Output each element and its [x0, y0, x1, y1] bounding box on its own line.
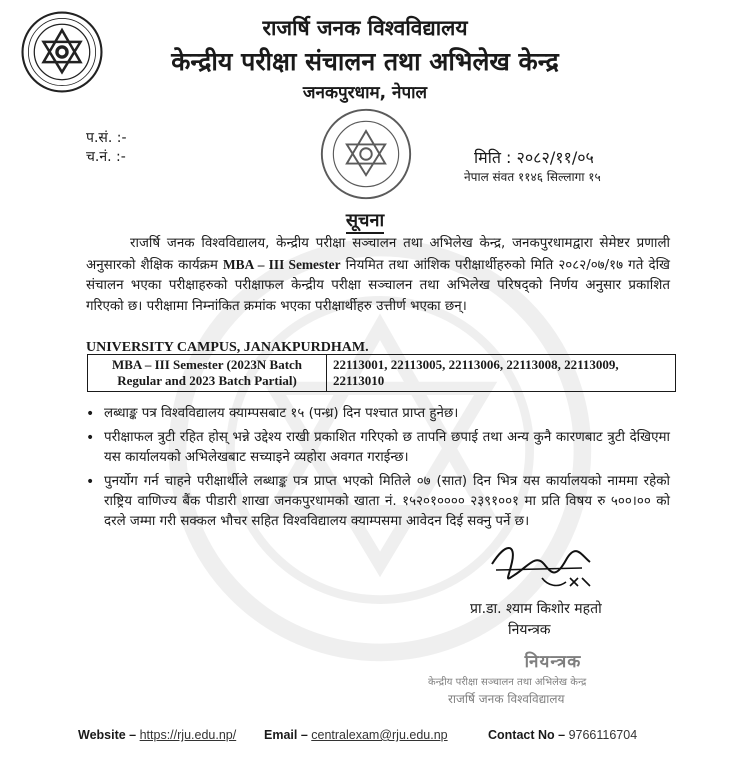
footer-website	[78, 728, 236, 742]
issue-date: मिति : २०८२/११/०५	[474, 148, 594, 167]
email-label: Email –	[264, 728, 312, 742]
footer-email	[264, 728, 448, 742]
notice-title-text: सूचना	[346, 210, 384, 234]
list-item	[86, 472, 670, 532]
footer-contact	[488, 728, 637, 742]
patra-sankhya: प.सं. :-	[86, 130, 127, 146]
university-name: राजर्षि जनक विश्वविद्यालय	[262, 16, 468, 40]
program-cell: MBA – III Semester (2023N Batch Regular and 2023 Batch Partial)	[88, 355, 327, 392]
results-table	[87, 354, 676, 392]
place-name: जनकपुरधाम, नेपाल	[302, 83, 428, 103]
notice-paragraph	[86, 234, 670, 317]
bullet-icon: •	[86, 430, 95, 446]
nepal-samvat-date: नेपाल संवत ११४६ सिल्लागा १५	[464, 170, 601, 184]
list-item	[86, 428, 670, 468]
signatory-name: प्रा.डा. श्याम किशोर महतो	[470, 601, 602, 617]
bullet-text: परीक्षाफल त्रुटी रहित होस् भन्ने उद्देश्य राखी प्रकाशित गरिएको छ तापनि छपाई तथा अन्य कुनै कारणबाट त्रुटी देखिएमा यस कार्यालयको अभिलेखबाट सच्याइने व्यहोरा अवगत गराईन्छ।	[104, 430, 670, 465]
chalani-number: च.नं. :-	[86, 149, 126, 165]
notice-title	[0, 208, 730, 232]
signatory-designation: नियन्त्रक	[508, 622, 551, 638]
email-link[interactable]: centralexam@rju.edu.np	[311, 728, 448, 742]
office-stamp	[428, 649, 618, 707]
website-link[interactable]: https://rju.edu.np/	[139, 728, 237, 742]
stamp-line-1: केन्द्रीय परीक्षा सञ्चालन तथा अभिलेख केन्द्र	[428, 677, 587, 688]
centre-name: केन्द्रीय परीक्षा संचालन तथा अभिलेख केन्द्र	[171, 47, 559, 76]
contact-label: Contact No –	[488, 728, 569, 742]
contact-number: 9766116704	[568, 728, 638, 742]
instructions-list	[86, 404, 670, 536]
bullet-text: लब्धाङ्क पत्र विश्वविद्यालय क्याम्पसबाट १५ (पन्ध्र) दिन पश्चात प्राप्त हुनेछ।	[104, 406, 459, 421]
paragraph-part-2: नियमित तथा आंशिक परीक्षार्थीहरुको मिति २०८२/०७/१७ गते देखि संचालन भएका परीक्षाहरुको परीक्षाफल केन्द्रीय परीक्षा सञ्चालन तथा अभिलेख परिषद्को निर्णय अनुसार प्रकाशित गरिएको छ। परीक्षामा निम्नांकित क्रमांक भएका परीक्षार्थीहरु उत्तीर्ण भएका छन्।	[86, 257, 671, 314]
handwritten-signature	[486, 534, 596, 594]
list-item	[86, 404, 670, 424]
table-row	[88, 355, 676, 392]
paragraph-part-1: राजर्षि जनक विश्वविद्यालय, केन्द्रीय परीक्षा सञ्चालन तथा अभिलेख केन्द्र, जनकपुरधामद्वारा सेमेष्टर प्रणाली अनुसारको शैक्षिक कार्यक्रम	[86, 236, 670, 273]
bullet-icon: •	[86, 474, 95, 490]
website-label: Website –	[78, 728, 140, 742]
stamp-title: नियन्त्रक	[524, 652, 582, 672]
program-name-bold: MBA – III Semester	[223, 256, 341, 272]
office-seal	[318, 106, 414, 202]
bullet-icon: •	[86, 406, 95, 422]
stamp-line-2: राजर्षि जनक विश्वविद्यालय	[448, 692, 565, 706]
symbol-numbers-cell: 22113001, 22113005, 22113006, 22113008, 22113009, 22113010	[327, 355, 676, 392]
bullet-text: पुनर्योग गर्न चाहने परीक्षार्थीले लब्धाङ्क पत्र प्राप्त भएको मितिले ०७ (सात) दिन भित्र यस कार्यालयको नाममा रहेको राष्ट्रिय वाणिज्य बैंक पीडारी शाखा जनकपुरधामको खाता नं. १५२०१०००० २३९१००१ मा प्रति विषय रु ५००।०० को दरले जम्मा गरी सक्कल भौचर सहित विश्वविद्यालय क्याम्पसमा आवेदन दिई सक्नु पर्ने छ।	[104, 474, 670, 529]
campus-name: UNIVERSITY CAMPUS, JANAKPURDHAM.	[86, 340, 369, 355]
